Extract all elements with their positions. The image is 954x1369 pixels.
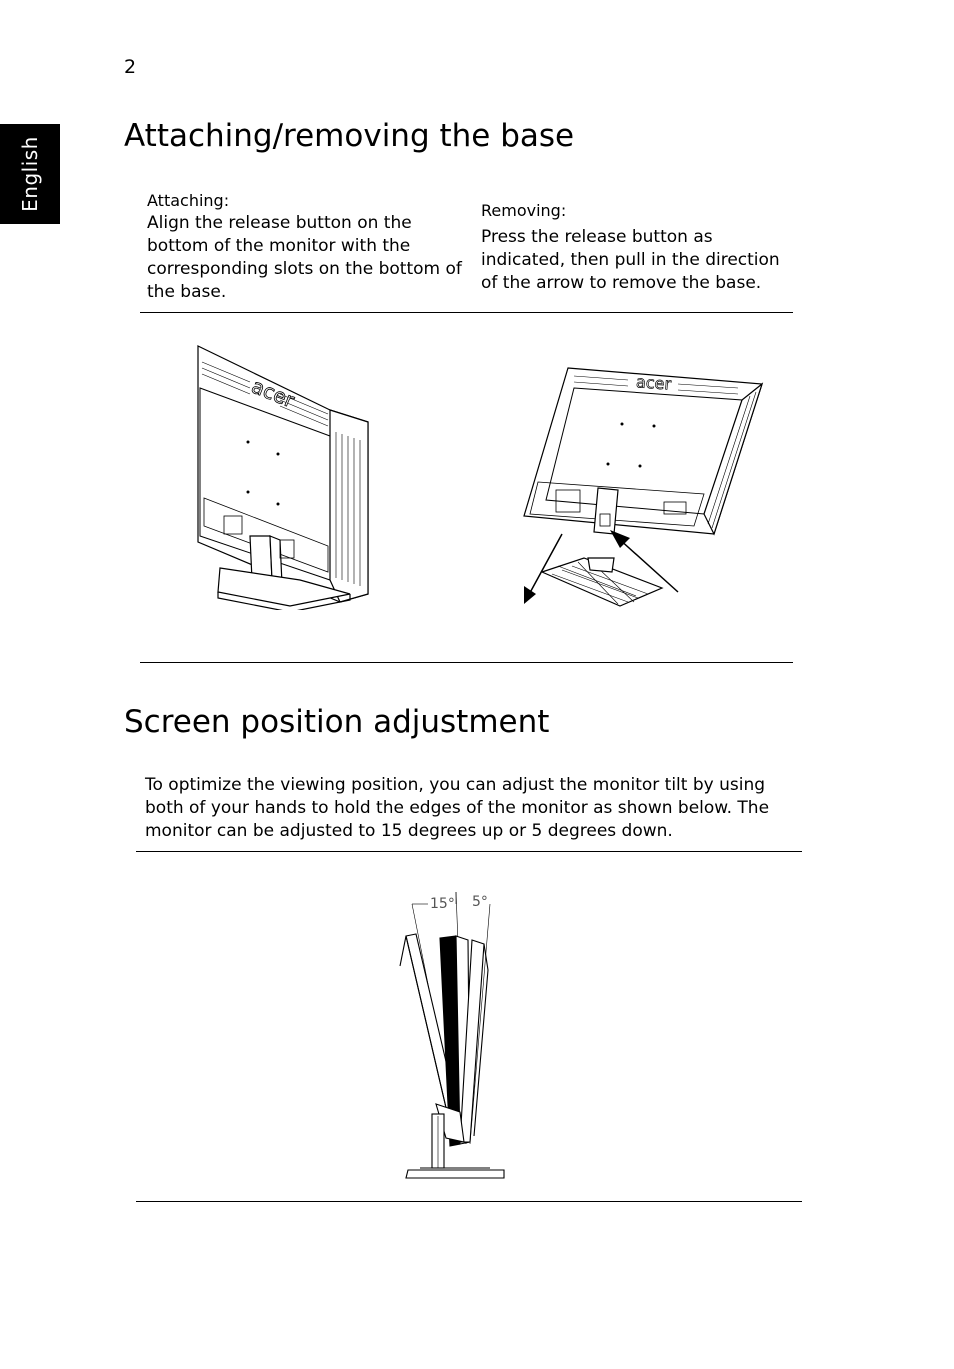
page-number: 2: [124, 56, 137, 78]
attaching-block: [147, 190, 469, 304]
removing-label: Removing:: [481, 201, 567, 220]
monitor-attached-base-illustration: [190, 340, 380, 610]
removing-text: Press the release button as indicated, then pull in the direction of the arrow to remove the base.: [481, 227, 780, 293]
section-title-attach-remove: Attaching/removing the base: [124, 118, 575, 154]
divider: [140, 312, 793, 313]
divider: [136, 851, 802, 852]
tilt-down-angle: 5°: [472, 894, 488, 910]
monitor-removing-base-illustration: [518, 362, 768, 612]
language-tab-label: English: [18, 136, 42, 212]
removing-block: [481, 200, 793, 295]
divider: [140, 662, 793, 663]
acer-logo: acer: [248, 373, 298, 413]
attaching-text: Align the release button on the bottom of the monitor with the corresponding slots on the bottom of the base.: [147, 213, 462, 302]
acer-logo-2: acer: [635, 372, 672, 394]
tilt-up-angle: 15°: [430, 896, 455, 912]
attaching-label: Attaching:: [147, 191, 230, 210]
section-title-screen-position: Screen position adjustment: [124, 704, 550, 740]
language-tab: [0, 124, 60, 224]
screen-position-text: To optimize the viewing position, you can adjust the monitor tilt by using both of your hands to hold the edges of the monitor as shown below. The monitor can be adjusted to 15 degrees up or 5 degrees down.: [145, 775, 770, 841]
monitor-tilt-illustration: [380, 880, 520, 1182]
divider: [136, 1201, 802, 1202]
